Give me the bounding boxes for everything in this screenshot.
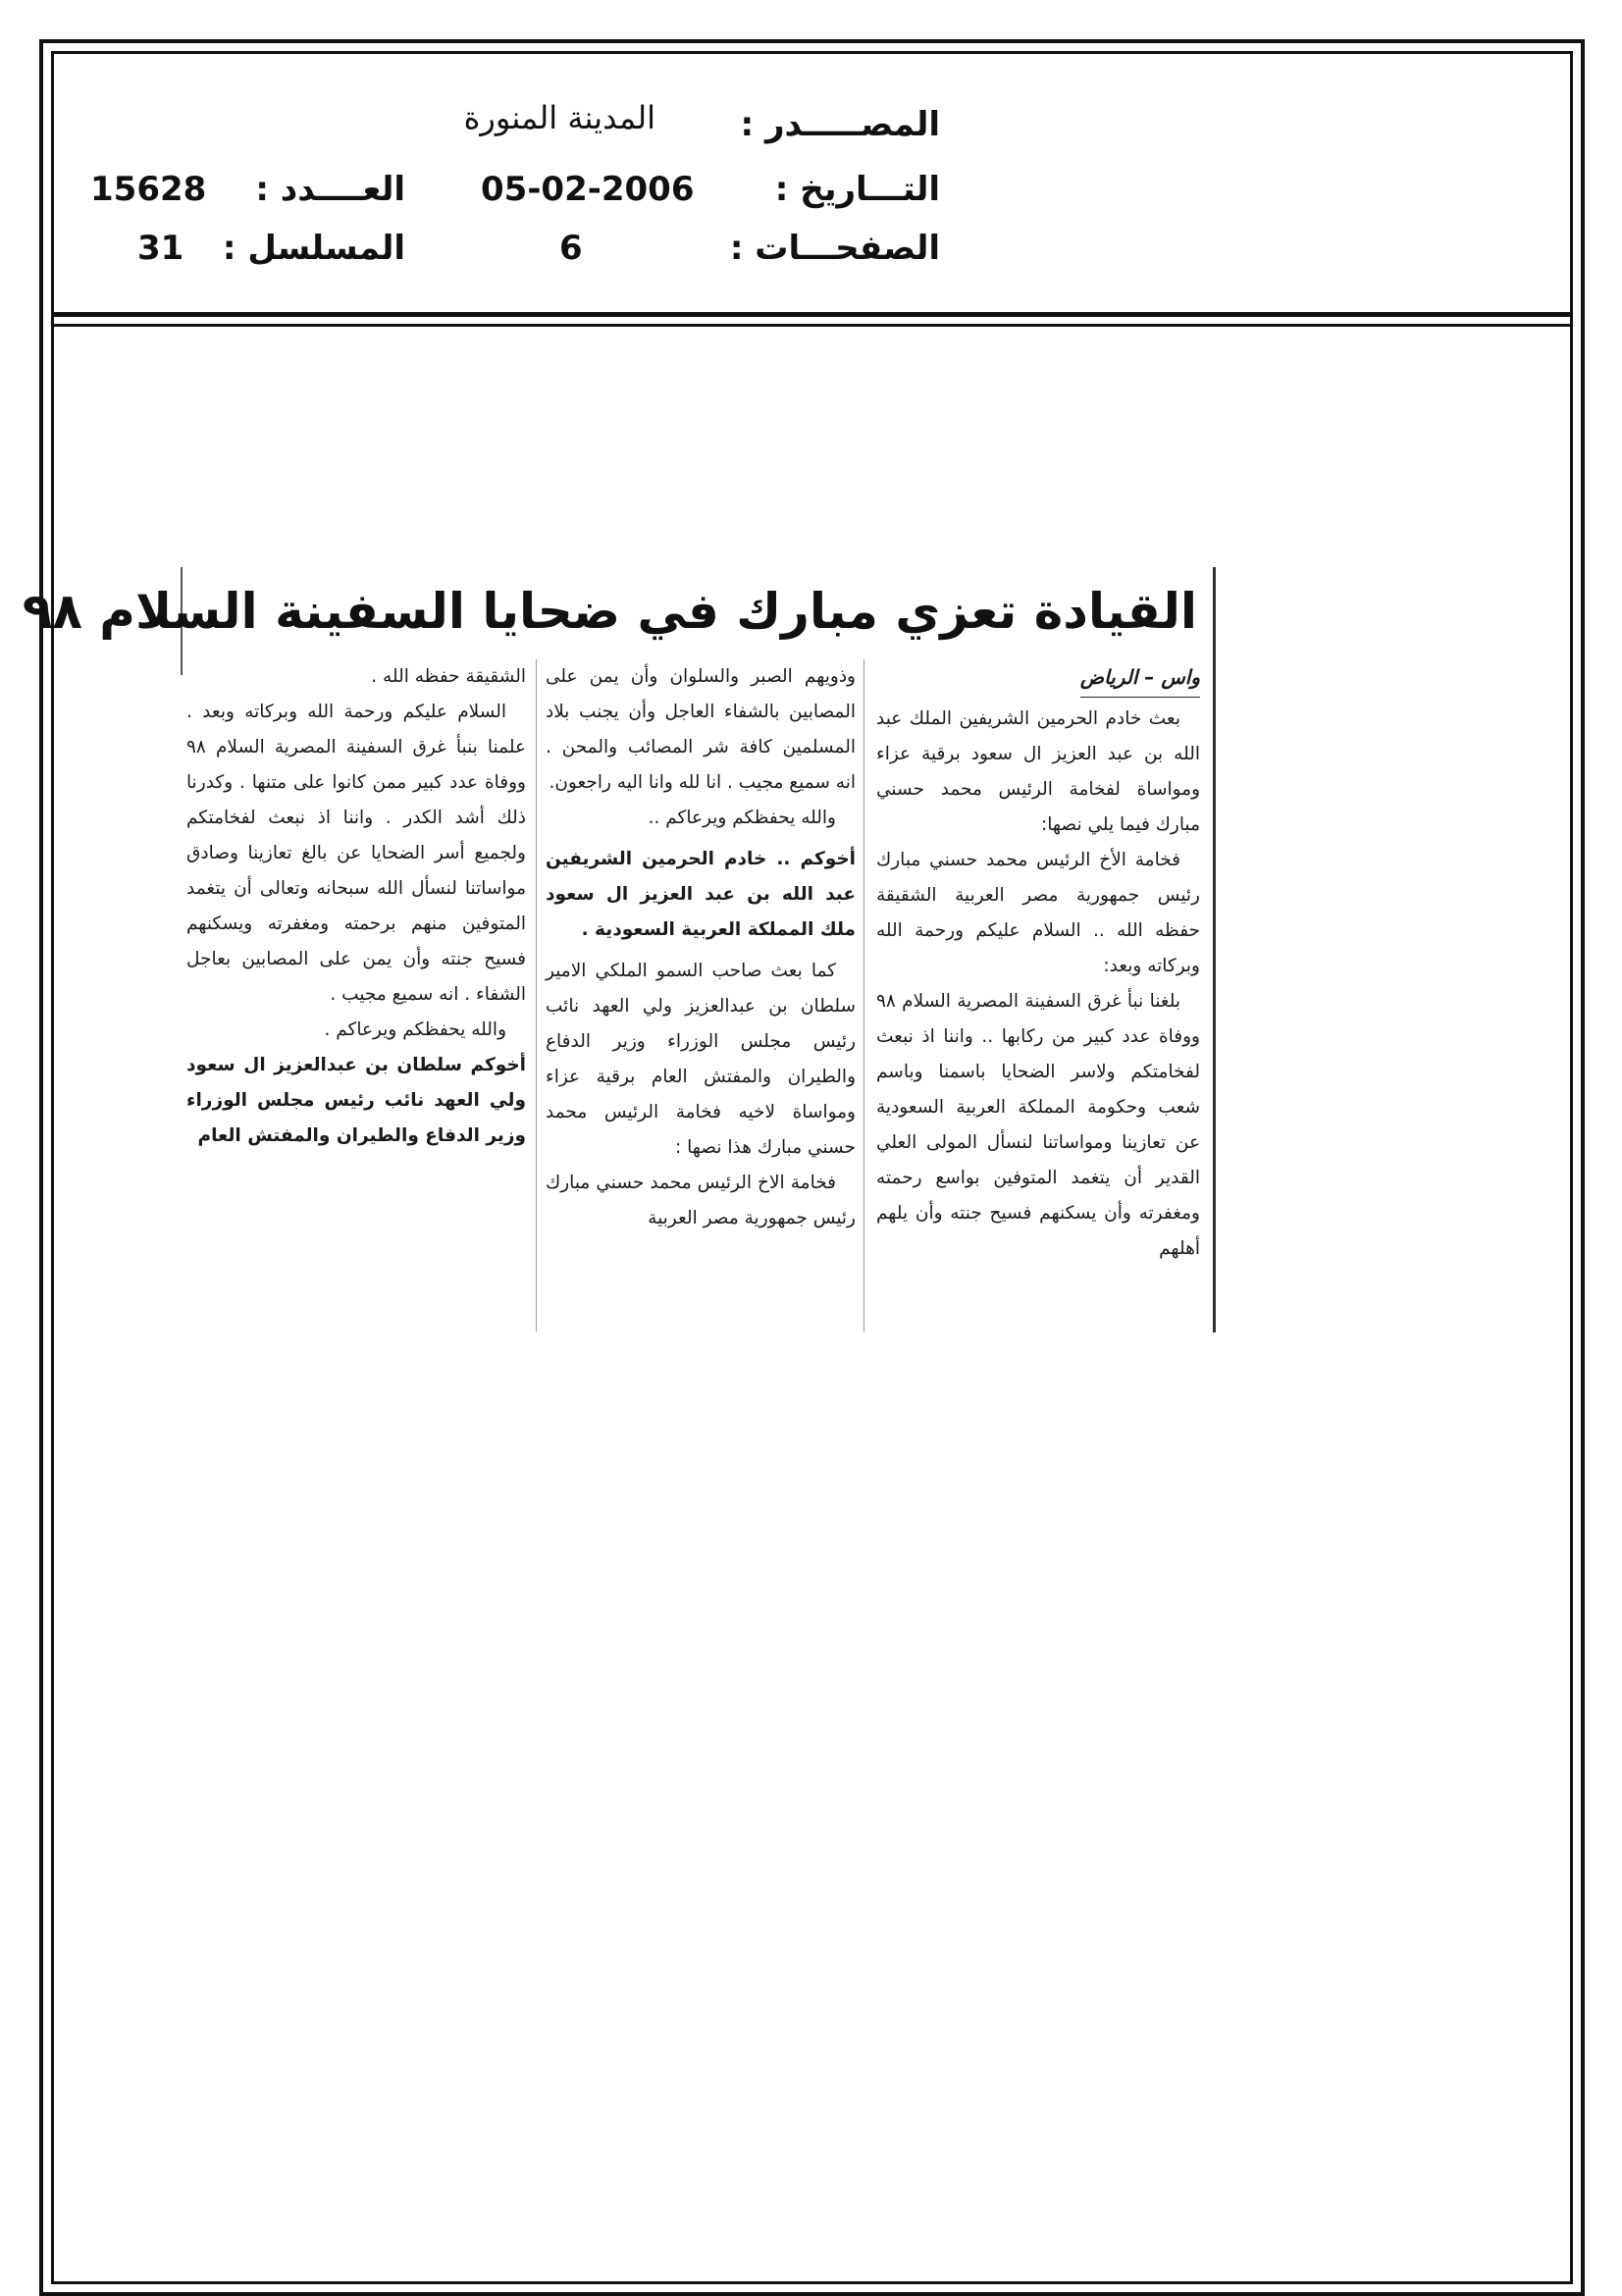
serial-label: المسلسل : bbox=[222, 229, 405, 268]
issue-label: العــــدد : bbox=[255, 170, 405, 209]
date-value: 05-02-2006 bbox=[481, 170, 695, 209]
clipping-edge-right bbox=[1213, 567, 1216, 1332]
column-separator bbox=[863, 659, 864, 1331]
pages-value: 6 bbox=[559, 229, 583, 268]
article-paragraph: فخامة الأخ الرئيس محمد حسني مبارك رئيس جمهورية مصر العربية الشقيقة حفظه الله .. السلام عليكم ورحمة الله وبركاته وبعد: bbox=[876, 850, 1200, 976]
serial-value: 31 bbox=[137, 229, 184, 268]
header-divider bbox=[51, 312, 1573, 317]
header-divider-thin bbox=[51, 324, 1573, 327]
article-paragraph: بعث خادم الحرمين الشريفين الملك عبد الله بن عبد العزيز ال سعود برقية عزاء ومواساة لفخامة الرئيس محمد حسني مبارك فيما يلي نصها: bbox=[876, 708, 1200, 835]
article-headline: القيادة تعزي مبارك في ضحايا السفينة السلام ٩٨ bbox=[22, 583, 1197, 640]
article-column-2 bbox=[546, 659, 856, 1336]
article-paragraph: فخامة الاخ الرئيس محمد حسني مبارك رئيس جمهورية مصر العربية bbox=[546, 1173, 856, 1228]
article-paragraph: كما بعث صاحب السمو الملكي الامير سلطان بن عبدالعزيز ولي العهد نائب رئيس مجلس الوزراء وزير الدفاع والطيران والمفتش العام برقية عزاء ومواساة لاخيه فخامة الرئيس محمد حسني مبارك هذا نصها : bbox=[546, 961, 856, 1158]
source-label: المصـــــدر : bbox=[740, 105, 940, 144]
article-paragraph: بلغنا نبأ غرق السفينة المصرية السلام ٩٨ ووفاة عدد كبير من ركابها .. واننا اذ نبعث لفخامتكم ولاسر الضحايا باسمنا وباسم شعب وحكومة المملكة العربية السعودية عن تعازينا ومواساتنا لنسأل المولى العلي القدير أن يتغمد المتوفين بواسع رحمته ومغفرته وأن يسكنهم فسيح جنته وأن يلهم أهلهم bbox=[876, 991, 1200, 1259]
article-closing: والله يحفظكم ويرعاكم .. bbox=[648, 808, 836, 828]
article-column-3 bbox=[186, 659, 526, 1336]
issue-value: 15628 bbox=[90, 170, 207, 209]
pages-label: الصفحـــات : bbox=[729, 229, 940, 268]
article-paragraph: السلام عليكم ورحمة الله وبركاته وبعد . علمنا بنبأ غرق السفينة المصرية السلام ٩٨ ووفاة عدد كبير ممن كانوا على متنها . وكدرنا ذلك أشد الكدر . واننا اذ نبعث لفخامتكم ولجميع أسر الضحايا عن بالغ تعازينا وصادق مواساتنا لنسأل الله سبحانه وتعالى أن يتغمد المتوفين منهم برحمته ومغفرته ويسكنهم فسيح جنته وأن يمن على المصابين بعاجل الشفاء . انه سميع مجيب . bbox=[186, 702, 526, 1005]
date-label: التـــاريخ : bbox=[774, 170, 940, 209]
source-value: المدينة المنورة bbox=[463, 99, 655, 136]
article-closing: والله يحفظكم ويرعاكم . bbox=[324, 1019, 506, 1040]
article-dateline: واس – الرياض bbox=[1080, 659, 1200, 698]
column-separator bbox=[536, 659, 537, 1331]
article-signature: أخوكم .. خادم الحرمين الشريفين عبد الله بن عبد العزيز ال سعود ملك المملكة العربية السعودية . bbox=[546, 849, 856, 940]
article-paragraph: الشقيقة حفظه الله . bbox=[371, 666, 526, 687]
article-signature: أخوكم سلطان بن عبدالعزيز ال سعود ولي العهد نائب رئيس مجلس الوزراء وزير الدفاع والطيران والمفتش العام bbox=[186, 1055, 526, 1146]
article-paragraph: وذويهم الصبر والسلوان وأن يمن على المصابين بالشفاء العاجل وأن يجنب بلاد المسلمين كافة شر المصائب والمحن . انه سميع مجيب . انا لله وانا اليه راجعون. bbox=[546, 666, 856, 793]
article-column-1 bbox=[876, 659, 1200, 1336]
